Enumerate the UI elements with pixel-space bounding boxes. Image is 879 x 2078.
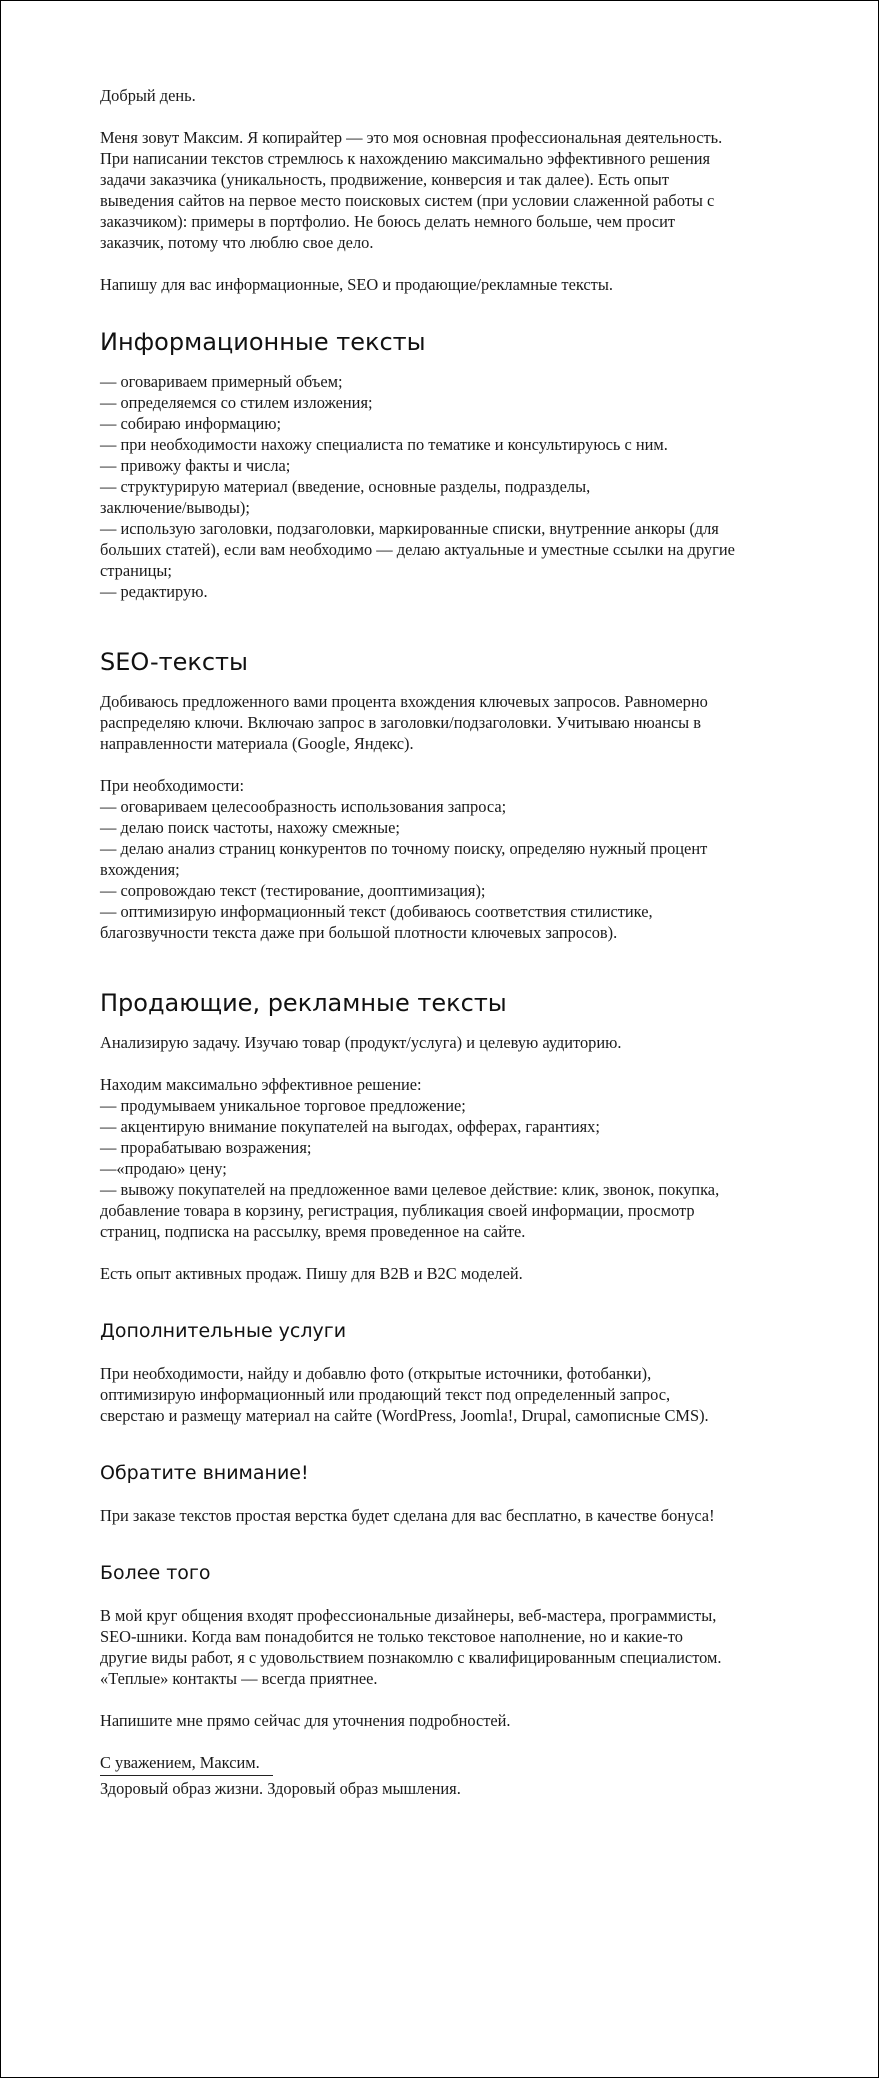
intro-line: выведения сайтов на первое место поисковых систем (при условии слаженной работы с	[100, 191, 715, 210]
more-line: другие виды работ, я с удовольствием познакомлю с квалифицированным специалистом.	[100, 1648, 722, 1667]
regards: С уважением, Максим.	[100, 1753, 260, 1772]
notice-paragraph: При заказе текстов простая верстка будет сделана для вас бесплатно, в качестве бонуса!	[100, 1506, 715, 1525]
seo-line: Добиваюсь предложенного вами процента вхождения ключевых запросов. Равномерно	[100, 692, 708, 711]
list-item: заключение/выводы);	[100, 498, 250, 517]
intro-line: заказчиком): примеры в портфолио. Не боюсь делать немного больше, чем просит	[100, 212, 676, 231]
list-item: — привожу факты и числа;	[100, 456, 291, 475]
signature-motto: Здоровый образ жизни. Здоровый образ мышления.	[100, 1779, 461, 1798]
list-item: — оговариваем примерный объем;	[100, 372, 343, 391]
intro-paragraph	[100, 127, 830, 253]
list-item: — вывожу покупателей на предложенное вами целевое действие: клик, звонок, покупка,	[100, 1180, 720, 1199]
list-item: Находим максимально эффективное решение:	[100, 1075, 422, 1094]
seo-list	[100, 775, 830, 943]
section-title-extra: Дополнительные услуги	[100, 1320, 347, 1342]
sales-list	[100, 1074, 830, 1242]
list-item: страниц, подписка на рассылку, время проведенное на сайте.	[100, 1222, 526, 1241]
list-item: страницы;	[100, 561, 172, 580]
list-item: вхождения;	[100, 860, 180, 879]
sales-closing: Есть опыт активных продаж. Пишу для B2B и B2C моделей.	[100, 1264, 523, 1283]
list-item: благозвучности текста даже при большой плотности ключевых запросов).	[100, 923, 618, 942]
section-title-seo: SEO-тексты	[100, 648, 248, 676]
intro-line: заказчик, потому что люблю свое дело.	[100, 233, 374, 252]
list-item: — делаю анализ страниц конкурентов по точному поиску, определяю нужный процент	[100, 839, 708, 858]
extra-line: оптимизирую информационный или продающий текст под определенный запрос,	[100, 1385, 671, 1404]
call-to-action: Напишите мне прямо сейчас для уточнения подробностей.	[100, 1711, 511, 1730]
list-item: — использую заголовки, подзаголовки, маркированные списки, внутренние анкоры (для	[100, 519, 719, 538]
info-list	[100, 371, 830, 602]
list-item: —«продаю» цену;	[100, 1159, 227, 1178]
seo-paragraph	[100, 691, 830, 754]
list-item: — при необходимости нахожу специалиста по тематике и консультируюсь с ним.	[100, 435, 668, 454]
seo-line: направленности материала (Google, Яндекс).	[100, 734, 414, 753]
section-title-notice: Обратите внимание!	[100, 1462, 309, 1484]
list-item: — определяемся со стилем изложения;	[100, 393, 373, 412]
sales-paragraph: Анализирую задачу. Изучаю товар (продукт/услуга) и целевую аудиторию.	[100, 1033, 622, 1052]
section-title-info: Информационные тексты	[100, 328, 426, 356]
intro-line: Меня зовут Максим. Я копирайтер — это моя основная профессиональная деятельность.	[100, 128, 723, 147]
more-line: SEO-шники. Когда вам понадобится не только текстовое наполнение, но и какие-то	[100, 1627, 683, 1646]
list-item: — собираю информацию;	[100, 414, 282, 433]
intro-line: задачи заказчика (уникальность, продвижение, конверсия и так далее). Есть опыт	[100, 170, 669, 189]
seo-line: распределяю ключи. Включаю запрос в заголовки/подзаголовки. Учитываю нюансы в	[100, 713, 701, 732]
list-item: — редактирую.	[100, 582, 208, 601]
greeting: Добрый день.	[100, 86, 196, 105]
more-line: В мой круг общения входят профессиональные дизайнеры, веб-мастера, программисты,	[100, 1606, 717, 1625]
list-item: — прорабатываю возражения;	[100, 1138, 312, 1157]
list-item: — сопровождаю текст (тестирование, дооптимизация);	[100, 881, 486, 900]
list-item: больших статей), если вам необходимо — делаю актуальные и уместные ссылки на другие	[100, 540, 735, 559]
extra-paragraph	[100, 1363, 830, 1426]
more-line: «Теплые» контакты — всегда приятнее.	[100, 1669, 378, 1688]
list-item: добавление товара в корзину, регистрация, публикация своей информации, просмотр	[100, 1201, 695, 1220]
more-paragraph	[100, 1605, 830, 1689]
document-body	[100, 85, 830, 1820]
list-item: — оптимизирую информационный текст (добиваюсь соответствия стилистике,	[100, 902, 653, 921]
extra-line: сверстаю и размещу материал на сайте (WordPress, Joomla!, Drupal, самописные CMS).	[100, 1406, 709, 1425]
list-item: При необходимости:	[100, 776, 245, 795]
list-item: — продумываем уникальное торговое предложение;	[100, 1096, 466, 1115]
list-item: — акцентирую внимание покупателей на выгодах, офферах, гарантиях;	[100, 1117, 600, 1136]
section-title-sales: Продающие, рекламные тексты	[100, 989, 507, 1017]
list-item: — делаю поиск частоты, нахожу смежные;	[100, 818, 400, 837]
list-item: — оговариваем целесообразность использования запроса;	[100, 797, 507, 816]
intro-line: При написании текстов стремлюсь к нахождению максимально эффективного решения	[100, 149, 711, 168]
signature-divider	[100, 1775, 273, 1776]
offer-paragraph: Напишу для вас информационные, SEO и продающие/рекламные тексты.	[100, 275, 613, 294]
extra-line: При необходимости, найду и добавлю фото (открытые источники, фотобанки),	[100, 1364, 652, 1383]
list-item: — структурирую материал (введение, основные разделы, подразделы,	[100, 477, 591, 496]
section-title-more: Более того	[100, 1562, 211, 1584]
